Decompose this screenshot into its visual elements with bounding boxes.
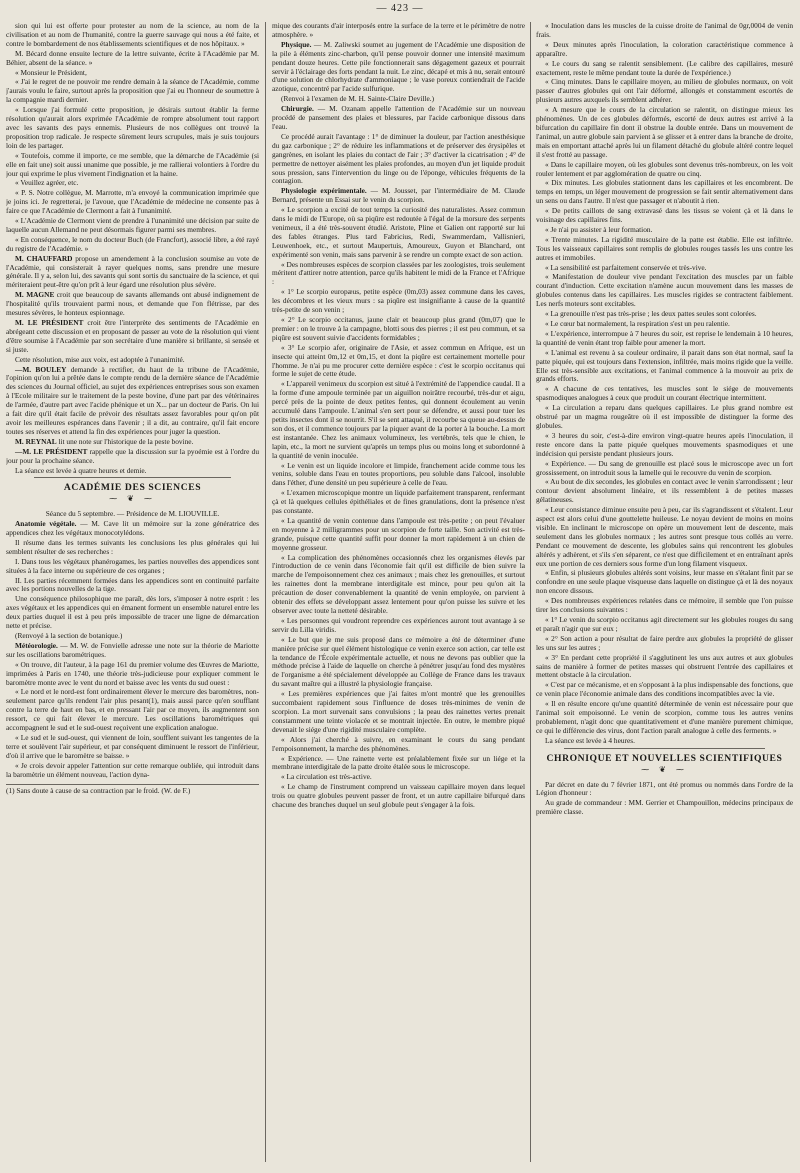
paragraph-text: « Il en résulte encore qu'une quantité déterminée de venin est nécessaire pour que l'animal soit empoisonné. Le venin de scorpion, comme tous les autres venins probablement, n'agit donc que quantitativement et d'une manière purement chimique, ce qui le différencie des virus, dont l'action paraît analogue à celle des ferments. » [536,699,793,735]
paragraph [6,642,259,660]
section-title-academie-sciences: ACADÉMIE DES SCIENCES [63,482,202,494]
paragraph [536,330,793,348]
paragraph [536,799,793,817]
paragraph-text: « A chacune de ces tentatives, les muscles sont le siége de mouvements spasmodiques analogues à ceux que produit un courant électrique intermittent. [536,384,793,403]
paragraph-text: « L'expérience, interrompue à 7 heures du soir, est reprise le lendemain à 10 heures, la quantité de venin étant trop faible pour amener la mort. [536,328,793,347]
paragraph [6,632,259,641]
paragraph [536,273,793,309]
paragraph [536,349,793,385]
column-1 [6,22,259,1162]
paragraph-lead: M. CHAUFFARD [15,253,73,263]
paragraph-text: Une conséquence philosophique me paraît, dès lors, s'imposer à notre esprit : les axes végétaux et les appendices qui en émanent forment un ensemble naturel entre les deux parties duquel il est à peu près impossible de tracer une ligne de démarcation nette et précise. [6,594,259,631]
paragraph-text: « Les premières expériences que j'ai faites m'ont montré que les grenouilles succombaient rapidement sous l'influence de doses très-minimes de venin de scorpion. La mort survenait sans convulsions ; la peau des rainettes vertes prenait constamment une teinte violacée et se montrait injectée. En outre, le membre piqué devenait le siége d'une rigidité musculaire complète. [272,689,525,734]
paragraph-text: « Au bout de dix secondes, les globules en contact avec le venin s'arrondissent ; leur contour devient absolument linéaire, et ils ressemblent à de petites masses gélatineuses. [536,477,793,505]
paragraph [272,95,525,104]
paragraph [536,597,793,615]
paragraph-text: propose un amendement à la conclusion soumise au vote de l'Académie, qui consisterait à rayer quelques noms, sans prendre une mesure générale. Il y a, selon lui, des savants qui sont sortis du sanctuaire de la science, et qui mériteraient peut-être qu'on prît à leur égard une résolution plus sévère. [6,253,259,290]
paragraph-text: croit être l'interprète des sentiments de l'Académie en abrégeant cette discussion et en proposant de passer au vote de la résolution qui vient d'être soumise à l'Académie par son secrétaire d'une manière si brillante, si sensée et si juste. [6,318,259,354]
paragraph [6,577,259,595]
paragraph [272,133,525,186]
paragraph-text: « Monsieur le Président, [15,67,87,77]
paragraph [6,50,259,68]
paragraph [536,161,793,179]
paragraph-text: La séance est levée à quatre heures et demie. [15,465,147,475]
paragraph [536,616,793,634]
paragraph-text: « 3° En perdant cette propriété il s'agglutinent les uns aux autres et aux globules sains de manière à former de petites masses qui obstruent l'entrée des capillaires et mettent obstacle à la circulation. [536,652,793,680]
paragraph [536,781,793,799]
paragraph-text: « Alors j'ai cherché à suivre, en examinant le cours du sang pendant l'empoisonnement, la marche des phénomènes. [272,734,525,753]
paragraph [6,595,259,631]
paragraph-text: Cette résolution, mise aux voix, est adoptée à l'unanimité. [15,354,185,364]
paragraph-text: « Des nombreuses expériences relatées dans ce mémoire, il semble que l'on puisse tirer les conclusions suivantes : [536,596,793,615]
ornament: ⁓ ❦ ⁓ [641,764,688,774]
paragraph [536,320,793,329]
paragraph-text: « 3 heures du soir, c'est-à-dire environ vingt-quatre heures après l'inoculation, il reste encore dans la patte piquée quelques mouvements spasmodiques et une indécision qui persiste pendant plusieurs jours. [536,430,793,458]
paragraph-text: Au grade de commandeur : MM. Gerrier et Champouillon, médecins principaux de première classe. [536,798,793,817]
column-2-text [272,22,525,810]
paragraph-text: « Le but que je me suis proposé dans ce mémoire a été de déterminer d'une manière précise sur quel élément histologique ce venin exerce son action, car telle est la tendance de l'École expérimentale actuelle, et nous ne devons pas oublier que la méthode précise à l'aide de laquelle on cherche à pénétrer jusqu'au fond des mystères de l'organisme a été spécialement développée au Collège de France dans les travaux du savant maître qui a illustré la physiologie française. [272,634,525,689]
paragraph-text: « Veuillez agréer, etc. [15,178,79,188]
paragraph [536,78,793,105]
paragraph [536,654,793,681]
paragraph [536,22,793,40]
paragraph-lead: —M. BOULEY [15,364,67,374]
paragraph [6,217,259,235]
paragraph [272,489,525,516]
paragraph [272,773,525,782]
paragraph-text: — M. W. de Fonvielle adresse une note sur la théorie de Mariotte sur les oscillations barométriques. [6,640,259,659]
paragraph-text: « Dans le capillaire moyen, où les globules sont devenus très-nombreux, on les voit rouler lentement et par agglomération de quatre ou cinq. [536,159,793,178]
paragraph [536,478,793,505]
paragraph-lead: M. REYNAL [15,436,57,446]
paragraph [536,385,793,403]
paragraph-text: « La complication des phénomènes occasionnés chez les organismes élevés par l'introduction de ce venin dans l'économie fait qu'il est difficile de bien suivre la marche de l'empoisonnement chez ces animaux ; mais chez les grenouilles, et surtout les rainettes dont la membrane interdigitale est mince, pour peu qu'on ait la précaution de doser convenablement la quantité de venin employée, on parvient à obtenir des effets se développant assez lentement pour qu'on puisse les suivre et les observer avec toute la netteté désirable. [272,552,525,615]
paragraph [272,187,525,205]
paragraph-text: « La quantité de venin contenue dans l'ampoule est très-petite ; on peut l'évaluer en moyenne à 2 milligrammes pour un scorpion de forte taille. Son activité est très-grande, puisque cette quantité suffit pour donner la mort rapidement à un chien de moyenne grosseur. [272,515,525,552]
paragraph-text: « 3° Le scorpio afer, originaire de l'Asie, et assez commun en Afrique, est un insecte qui atteint 0m,12 et 0m,15, et dont la piqûre est certainement mortelle pour l'homme. Je n'ai pu me procurer cette dernière espèce : c'est le scorpio occitanus qui forme le sujet de cette étude. [272,342,525,379]
paragraph [6,152,259,179]
paragraph [6,366,259,437]
paragraph [536,264,793,273]
section-divider [564,748,765,749]
paragraph [6,78,259,105]
paragraph-text: — M. Ozanam appelle l'attention de l'Académie sur un nouveau procédé de pansement des plaies et blessures, par l'acide carbonique dissous dans l'eau. [272,104,525,131]
paragraph-text: « Le champ de l'instrument comprend un vaisseau capillaire moyen dans lequel trois ou quatre globules peuvent passer de front, et un autre capillaire bifurqué dans chacune des branches duquel un seul globule peut s'engager à la fois. [272,782,525,810]
paragraph-text: « Inoculation dans les muscles de la cuisse droite de l'animal de 0gr,0004 de venin frais. [536,22,793,39]
paragraph-text: « Le sud et le sud-ouest, qui viennent de loin, soufflent suivant les tangentes de la terre et soulèvent l'air supérieur, et par conséquent diminuent le ressort de l'inférieur, d'où il arrive que le baromètre se baisse. » [6,732,259,760]
paragraph-text: Il résume dans les termes suivants les conclusions les plus générales qui lui semblent résulter de ses recherches : [6,537,259,556]
paragraph-text: I. Dans tous les végétaux phanérogames, les parties nouvelles des appendices sont situées à la face interne ou supérieure de ces organes ; [6,556,259,575]
column-3-text [536,22,793,746]
paragraph [272,41,525,94]
page-number: — 423 — [376,3,424,14]
paragraph [536,635,793,653]
paragraph-text: « Le cœur bat normalement, la respiration s'est un peu ralentie. [545,319,730,328]
paragraph-text: « La circulation est très-active. [281,772,372,782]
paragraph-text: « La sensibilité est parfaitement conservée et très-vive. [545,262,707,272]
paragraph-lead: Physique. [281,39,312,49]
paragraph [272,690,525,735]
section-title-chronique: CHRONIQUE ET NOUVELLES SCIENTIFIQUES [546,752,783,764]
paragraph-text: « Leur consistance diminue ensuite peu à peu, car ils s'agrandissent et s'étalent. Leur aspect est alors celui d'une gouttelette huileuse. Le noyau devient de moins en moins visible. En inclinant le microscope on opère un mouvement lent de descente, mais seulement dans les globules normaux ; les autres sont presque tous collés au verre. Pendant ce mouvement de descente, les globules sains qui rencontrent les globules altérés y adhèrent, et s'ils s'en séparent, ce n'est que difficilement et en entraînant après eux une portion de ces derniers sous forme d'un long filament visqueux. [536,505,793,568]
paragraph [272,554,525,616]
paragraph-text: « 1° Le scorpio europæus, petite espèce (0m,03) assez commune dans les caves, les décombres et les vieux murs : sa piqûre est insignifiante à cause de la quantité très-petite de son venin ; [272,287,525,315]
paragraph [6,558,259,576]
paragraph-text: « Je crois devoir appeler l'attention sur cette remarque oubliée, qui introduit dans la baromètrie un élément nouveau, l'action dyna- [6,760,259,779]
section-divider [34,477,231,478]
paragraph [6,189,259,216]
paragraph [6,236,259,254]
paragraph-text: « L'appareil venimeux du scorpion est situé à l'extrémité de l'appendice caudal. Il a la forme d'une ampoule terminée par un aiguillon noirâtre recourbé, très-dur et aigu, percé près de la pointe de deux petites fentes, qui donnent écoulement au venin accumulé dans l'ampoule. L'animal s'en sert pour se défendre, et aussi pour tuer les petits insectes dont il se nourrit. S'il se sent attaqué, il recourbe sa queue au-dessus de son dos, et il commence toujours par la piquer avant de la porter à la bouche. La mort est instantanée. Chez les animaux volumineux, les vertébrés, tels que le chien, le lapin, etc., la mort ne survient qu'après un temps plus ou moins long et subordonné à la quantité de venin inoculée. [272,379,525,460]
paragraph [6,762,259,780]
paragraph-text: « Expérience. — Une rainette verte est préalablement fixée sur un liége et la membrane interdigitale de la patte droite étalée sous le microscope. [272,753,525,772]
paragraph [6,448,259,466]
paragraph-text: « Expérience. — Du sang de grenouille est placé sous le microscope avec un fort grossissement, on introduit sous la lamelle qui le recouvre du venin de scorpion. [536,458,793,477]
paragraph [6,520,259,538]
paragraph [6,356,259,365]
paragraph-text: « L'examen microscopique montre un liquide parfaitement transparent, renfermant çà et là quelques cellules épithéliales et de fines granulations, dont la présence n'est pas constante. [272,488,525,516]
paragraph-lead: Physiologie expérimentale. [281,186,367,196]
ornament: ⁓ ❦ ⁓ [109,494,156,504]
paragraph-text: « Des nombreuses espèces de scorpion classées par les zoologistes, trois seulement méritent d'attirer notre attention, parce qu'ils habitent le midi de la France et l'Afrique : [272,259,525,287]
paragraph-text: rappelle que la discussion sur la pyoémie est à l'ordre du jour pour la prochaine séance. [6,446,259,465]
paragraph-text: « Les personnes qui voudront reprendre ces expériences auront tout avantage à se servir du Lilla viridis. [272,615,525,634]
paragraph [536,569,793,596]
paragraph-lead: Chirurgie. [281,104,314,114]
paragraph-text: « Le scorpion a excité de tout temps la curiosité des naturalistes. Assez commun dans le midi de l'Europe, où sa piqûre est redoutée à l'égal de la morsure des serpents venimeux, il a été très-souvent étudié. Aristote, Pline et Galien ont rapporté sur lui des fables étranges. Plus tard Fabricius, Redi, Swammerdam, Vallisnieri, Leuwenhoek, etc., et surtout Maupertuis, Amoureux, Guyon et Blanchard, ont expérimenté son venin, mais sans parvenir à se rendre un compte exact de son action. [272,205,525,259]
paragraph-text: lit une note sur l'historique de la peste bovine. [56,436,194,446]
paragraph-text: « Dix minutes. Les globules stationnent dans les capillaires et les encombrent. De temps en temps, un léger mouvement de progression se fait sentir alternativement dans un sens ou dans l'autre. Il n'est que passager et n'aboutit à rien. [536,178,793,206]
paragraph [536,207,793,225]
paragraph [6,539,259,557]
paragraph [272,288,525,315]
paragraph-text: « J'ai le regret de ne pouvoir me rendre demain à la séance de l'Académie, comme j'aurais voulu le faire, surtout après la proposition que j'ai eu l'honneur de soumettre à la compagnie mardi dernier. [6,77,259,105]
paragraph-text: Par décret en date du 7 février 1871, ont été promus ou nommés dans l'ordre de la Légion d'honneur : [536,779,793,798]
paragraph-text: « Le cours du sang se ralentit sensiblement. (Le calibre des capillaires, mesuré exactement, reste le même pendant toute la durée de l'expérience.) [536,58,793,77]
paragraph-lead: M. MAGNE [15,290,55,300]
paragraph-text: II. Les parties récemment formées dans les appendices sont en continuité parfaite avec les portions nouvelles de la tige. [6,575,259,594]
paragraph [272,783,525,810]
paragraph-text: « 2° Son action a pour résultat de faire perdre aux globules la propriété de glisser les uns sur les autres ; [536,633,793,652]
paragraph-text: « L'animal est revenu à sa couleur ordinaire, il parait dans son état normal, sauf la patte piquée, qui est toujours dans l'extension, infiltrée, mais moins rigide que la veille. Elle est très-sensible aux excitations, et l'animal commence à la mouvoir au prix de grands efforts. [536,347,793,384]
paragraph-text: — M. Jousset, par l'intermédiaire de M. Claude Bernard, présente un Essai sur le venin du scorpion. [272,186,525,205]
paragraph-text: « Manifestation de douleur vive pendant l'excitation des muscles par un faible courant d'induction. Cette excitation n'amène aucun mouvement dans les masses de globules contenus dans les capillaires. Les muscles rigides se contractent faiblement. Les nerfs moteurs sont excitables. [536,272,793,309]
paragraph-text: demande à rectifier, du haut de la tribune de l'Académie, l'opinion qu'on lui a prêtée dans le compte rendu de la dernière séance de l'Académie des sciences du Journal officiel, au sujet des expériences entreprises sous son examen à l'Ecole militaire sur le traitement de la peste bovine, d'une part par des vétérinaires de l'armée, d'autre part avec l'acide phénique et un X... par un docteur de Paris. On lui a fait dire qu'il était facile de prévoir des résultats assez favorables pour qu'on pût avoir les meilleures espérances dans l'avenir ; il a dit, au contraire, qu'il fait encore toutes ses réserves et attend la fin des expériences pour juger la question. [6,364,259,436]
paragraph-text: « A mesure que le cours de la circulation se ralentit, on distingue mieux les phénomènes. Un de ces globules déformés, escorté de deux autres est arrivé à la bifurcation du capillaire fin dont il obstrue la double entrée. Dans un mouvement de l'animal, un autre globule sain parvient à se glisser et à entrer dans la branche de droite, mais en emportant attaché après lui un filament détaché du globule altéré contre lequel il s'est frotté au passage. [536,105,793,159]
paragraph-text: « La circulation a reparu dans quelques capillaires. Le plus grand nombre est obstrué par un magma rougeâtre où il est impossible de distinguer la forme des globules. [536,403,793,430]
paragraph [272,22,525,40]
paragraph-text: « P. S. Notre collègue, M. Marrotte, m'a envoyé la communication imprimée que je joins ici. Je regretterai, je l'avoue, que l'Académie de médecine ne consente pas à faire ce que l'Académie de Clermont a fait à l'unanimité. [6,188,259,216]
paragraph [272,736,525,754]
paragraph [272,380,525,460]
academie-sciences-text [6,520,259,779]
paragraph [6,106,259,151]
paragraph-text: — M. Zaliwski soumet au jugement de l'Académie une disposition de la pile à éléments zinc-charbon, qu'il pense pouvoir donner une intensité maximum pendant douze heures. Cette pile fonctionnerait sans dégagement gazeux et pourrait servir à l'éclairage des forts pendant la nuit. Le zinc, décapé et mis à nu, serait entouré d'une solution de chlorhydrate d'ammoniaque ; le vase poreux contiendrait de l'acide azotique, concentré par l'acide sulfurique. [272,39,525,94]
paragraph-text: « Le venin est un liquide incolore et limpide, franchement acide comme tous les venins, soluble dans l'eau en toutes proportions, peu soluble dans l'alcool, insoluble dans l'éther, d'une densité un peu supérieure à celle de l'eau. [272,460,525,488]
paragraph-text: La séance est levée à 4 heures. [545,735,635,745]
paragraph-text: « 2° Le scorpio occitanus, jaune clair et beaucoup plus grand (0m,07) que le premier : on le trouve à la campagne, blotti sous des pierres ; il est peu commun, et sa piqûre est souvent suivie d'accidents formidables ; [272,315,525,342]
paragraph-text: « Je n'ai pu assister à leur formation. [545,224,653,234]
chronique-text [536,781,793,818]
paragraph-text: croit que beaucoup de savants allemands ont abusé indignement de l'hospitalité qu'ils trouvaient parmi nous, et demande que l'on flétrisse, par des mesures sévères, le honteux espionnage. [6,290,259,318]
paragraph-text: « Enfin, si plusieurs globules altérés sont voisins, leur masse en s'étalant finit par se confondre en une seule plaque visqueuse dans laquelle on distingue çà et là des noyaux non encore dissous. [536,568,793,596]
paragraph [536,60,793,78]
paragraph-text: « On trouve, dit l'auteur, à la page 161 du premier volume des Œuvres de Mariotte, imprimées à Paris en 1740, une théorie très-judicieuse pour expliquer comment le baromètre monte avec le vent du nord et baisse avec les vents du sud ouest : [6,659,259,687]
paragraph-text: sion qui lui est offerte pour protester au nom de la science, au nom de la civilisation et au nom de l'humanité, contre la guerre sauvage qui nous a été faite, et contre le bombardement de nos établissements scientifiques et de nos hôpitaux. » [6,22,259,48]
section-subtitle: Séance du 5 septembre. — Présidence de M. LIOUVILLE. [45,509,220,519]
paragraph [272,755,525,773]
paragraph-text: « Toutefois, comme il importe, ce me semble, que la démarche de l'Académie (si elle en fait une) soit aussi unanime que possible, je me rallierai volontiers à l'ordre du jour qui exprime le plus vivement l'indignation et la haine. [6,150,259,178]
paragraph [536,404,793,431]
paragraph [6,291,259,318]
paragraph-text: « L'Académie de Clermont vient de prendre à l'unanimité une décision par suite de laquelle aucun Allemand ne peut désormais figurer parmi ses membres. [6,216,259,234]
paragraph [536,460,793,478]
paragraph [272,206,525,259]
paragraph [272,344,525,380]
paragraph-text: « Lorsque j'ai formulé cette proposition, je désirais surtout établir la ferme résolution qu'aurait alors exprimée l'Académie de rompre absolument tout rapport avec les savants des pays ennemis. Plusieurs de nos collègues ont trouvé la proposition trop radicale. Je respecte sûrement leurs scrupules, mais je suis toujours loin de les partager. [6,105,259,150]
paragraph-lead: Anatomie végétale. [15,519,77,529]
paragraph [6,255,259,291]
paragraph-text: « La grenouille n'est pas très-prise ; les deux pattes seules sont colorées. [545,309,757,319]
paragraph-text: « Deux minutes après l'inoculation, la coloration caractéristique commence à apparaître. [536,39,793,58]
paragraph [6,179,259,188]
paragraph [536,179,793,206]
paragraph [6,734,259,761]
paragraph-text: « De petits caillots de sang extravasé dans les tissus se voient çà et là dans le voisinage des capillaires fins. [536,206,793,225]
paragraph [272,462,525,489]
paragraph-text: « Trente minutes. La rigidité musculaire de la patte est établie. Elle est infiltrée. Tous les vaisseaux capillaires sont remplis de globules rouges tassés les uns contre les autres et immobiles. [536,234,793,262]
paragraph-text: « Le nord et le nord-est font ordinairement élever le mercure des baromètres, non-seulement parce qu'ils rendent l'air plus pesant(1), mais aussi parce qu'en soufflant contre la terre de haut en bas, et en pressant l'air par ce moyen, ils augmentent son ressort, ce qui fait élever le mercure. Les oscillations barométriques qui accompagnent le sud et le sud-ouest reçoivent une explication analogue. [6,687,259,733]
paragraph [536,700,793,736]
paragraph-text: — M. Cave lit un mémoire sur la zone génératrice des appendices chez les végétaux monocotylédons. [6,519,259,538]
paragraph [536,41,793,59]
paragraph-text: « En conséquence, le nom du docteur Buch (de Francfort), associé libre, a été rayé du registre de l'Académie. » [6,234,259,253]
paragraph [536,226,793,235]
paragraph-text: M. Bécard donne ensuite lecture de la lettre suivante, écrite à l'Académie par M. Béhier, absent de la séance. » [6,48,259,67]
paragraph [536,310,793,319]
paragraph-text: « Cinq minutes. Dans le capillaire moyen, au milieu de globules normaux, on voit passer d'autres globules qui ont l'air déformé, allongés et constamment escortés de plusieurs autres auxquels ils semblent adhérer. [536,77,793,105]
column-rule [530,22,531,1162]
column-3 [536,22,793,1162]
paragraph [6,467,259,476]
paragraph-text: Ce procédé aurait l'avantage : 1° de diminuer la douleur, par l'action anesthésique du gaz carbonique ; 2° de réduire les inflammations et de préserver des érysipèles et gangrènes, en isolant les plaies du contact de l'air ; 3° d'activer la cicatrisation ; 4° de permettre de nettoyer aisément les plaies profondes, au moyen d'un jet liquide produit sous pression, sans l'intervention du linge ou de l'éponge, véhicules fréquents de la contagion. [272,131,525,186]
paragraph [272,517,525,553]
paragraph [6,438,259,447]
paragraph [6,69,259,78]
column-2 [272,22,525,1162]
paragraph [272,105,525,132]
paragraph-text: « 1° Le venin du scorpio occitanus agit directement sur les globules rouges du sang et paraît n'agir que sur eux ; [536,615,793,633]
academie-medecine-text [6,22,259,475]
paragraph [6,319,259,355]
paragraph-text: « C'est par ce mécanisme, et en s'opposant à la plus indispensable des fonctions, que ce venin place l'économie animale dans des conditions incompatibles avec la vie. [536,680,793,699]
paragraph [6,661,259,688]
paragraph-text: (Renvoi à l'examen de M. H. Sainte-Claire Deville.) [281,94,435,104]
paragraph-text: mique des courants d'air interposés entre la surface de la terre et le périmètre de notre atmosphère. » [272,22,525,39]
paragraph [536,506,793,568]
paragraph [536,106,793,159]
paragraph [272,636,525,689]
paragraph-lead: M. LE PRÉSIDENT [15,318,84,327]
paragraph [272,316,525,343]
paragraph [6,22,259,49]
paragraph [536,432,793,459]
column-rule [265,22,266,1162]
paragraph [6,688,259,733]
paragraph [272,617,525,635]
paragraph [272,261,525,288]
footnote: (1) Sans doute à cause de sa contraction par le froid. (W. de F.) [6,784,259,796]
paragraph-text: (Renvoyé à la section de botanique.) [15,631,123,640]
paragraph [536,236,793,263]
paragraph [536,681,793,699]
paragraph [536,737,793,746]
paragraph-lead: —M. LE PRÉSIDENT [15,446,88,456]
paragraph-lead: Météorologie. [15,640,58,650]
